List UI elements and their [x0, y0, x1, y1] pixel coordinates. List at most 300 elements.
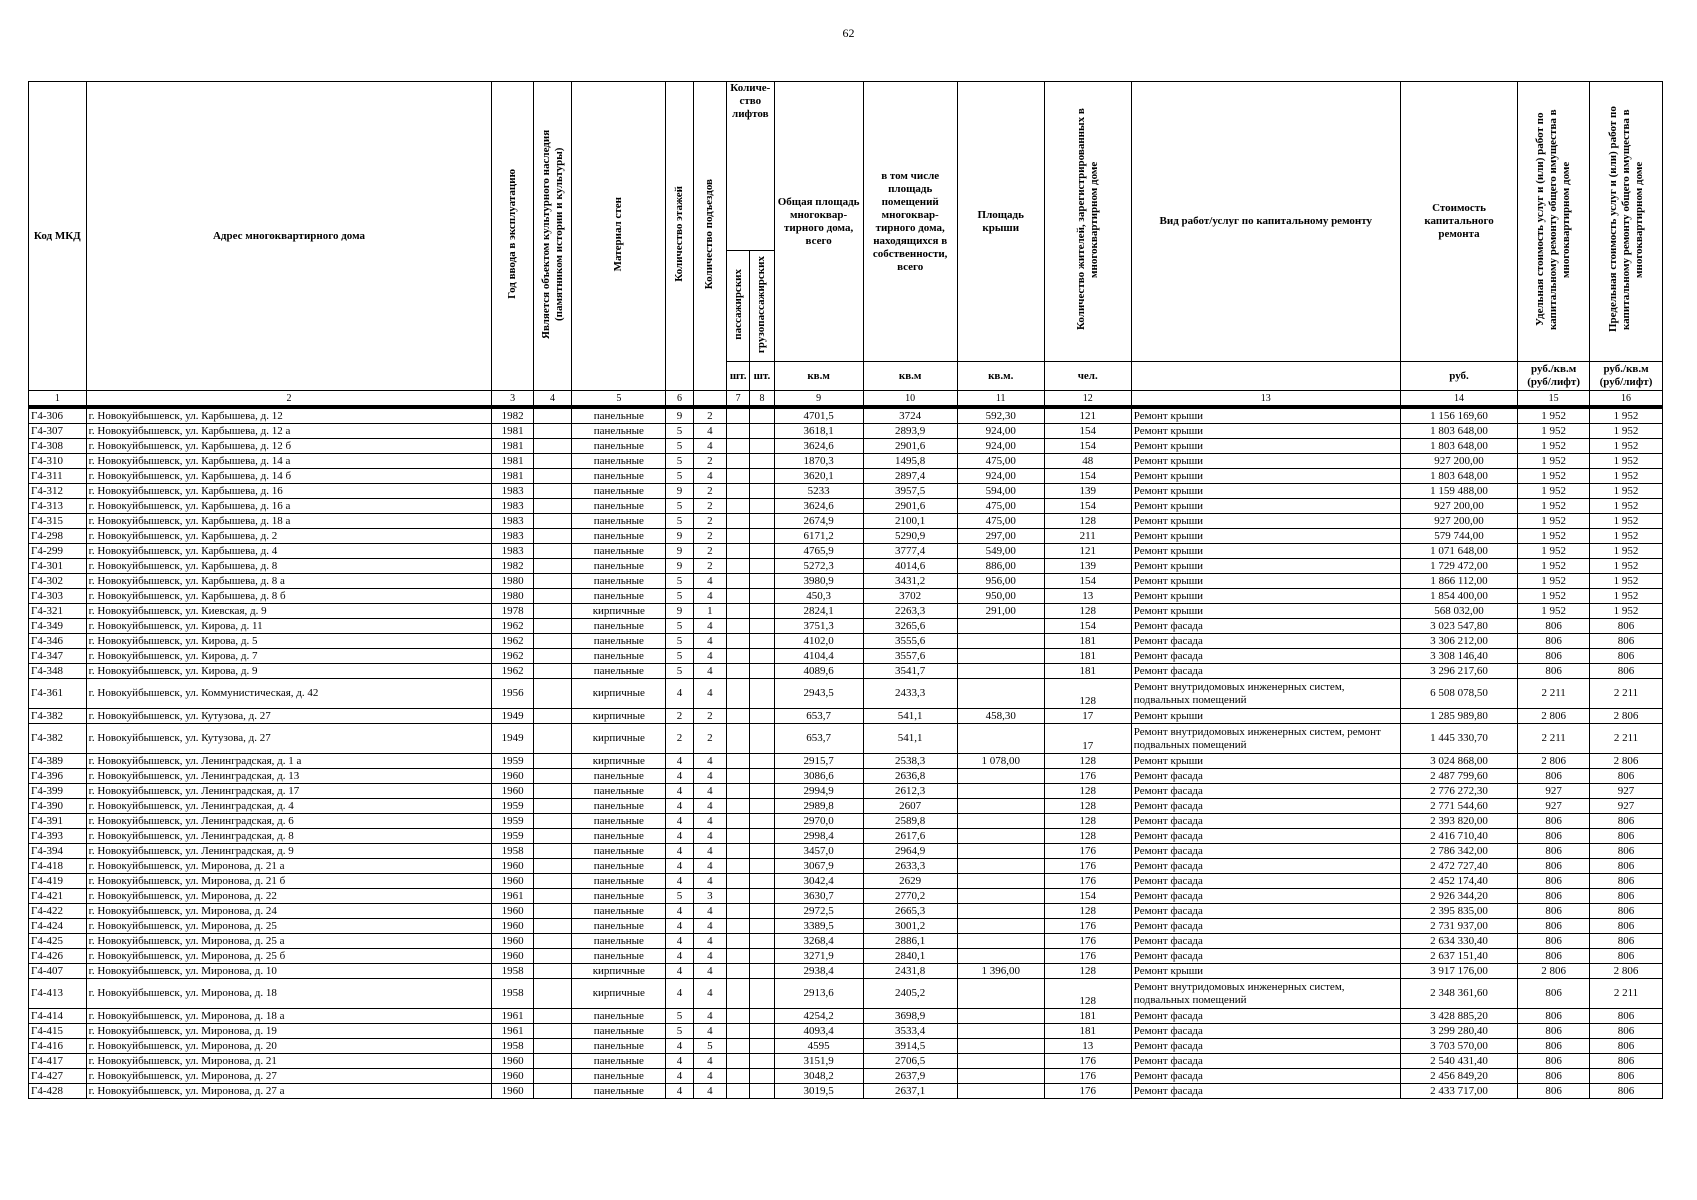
- table-row: [29, 979, 1663, 1009]
- cell-address: г. Новокуйбышевск, ул. Кутузова, д. 27: [86, 709, 492, 724]
- cell-lp: [727, 1054, 750, 1069]
- cell-heritage: [533, 769, 571, 784]
- cell-code: Г4-346: [29, 634, 87, 649]
- cell-lc: [750, 514, 774, 529]
- cell-code: Г4-382: [29, 724, 87, 754]
- cell-floors: 4: [666, 874, 693, 889]
- cell-roof: [957, 844, 1044, 859]
- cell-lp: [727, 649, 750, 664]
- cell-owned: 1495,8: [863, 454, 957, 469]
- cell-roof: [957, 799, 1044, 814]
- cell-heritage: [533, 1054, 571, 1069]
- table-row: [29, 679, 1663, 709]
- cell-area: 2972,5: [774, 904, 863, 919]
- cell-roof: [957, 1024, 1044, 1039]
- cell-lc: [750, 634, 774, 649]
- cell-year: 1956: [492, 679, 533, 709]
- cell-heritage: [533, 529, 571, 544]
- cell-year: 1961: [492, 889, 533, 904]
- cell-roof: [957, 1009, 1044, 1024]
- cell-area: 3624,6: [774, 499, 863, 514]
- cell-heritage: [533, 904, 571, 919]
- cell-unit: 927: [1518, 784, 1590, 799]
- cell-unit: 806: [1518, 769, 1590, 784]
- cell-floors: 5: [666, 589, 693, 604]
- cell-heritage: [533, 604, 571, 619]
- cell-unit: 806: [1518, 649, 1590, 664]
- cell-heritage: [533, 664, 571, 679]
- cell-code: Г4-349: [29, 619, 87, 634]
- cell-lc: [750, 709, 774, 724]
- cell-area: 3268,4: [774, 934, 863, 949]
- cell-lp: [727, 634, 750, 649]
- cell-limit: 806: [1590, 769, 1663, 784]
- cell-unit: 1 952: [1518, 574, 1590, 589]
- cell-code: Г4-301: [29, 559, 87, 574]
- cell-lc: [750, 544, 774, 559]
- table-row: [29, 1054, 1663, 1069]
- cell-work: Ремонт фасада: [1131, 634, 1400, 649]
- cell-code: Г4-303: [29, 589, 87, 604]
- cell-floors: 4: [666, 679, 693, 709]
- cell-owned: 2770,2: [863, 889, 957, 904]
- cell-floors: 4: [666, 919, 693, 934]
- cell-material: панельные: [572, 529, 666, 544]
- cell-floors: 4: [666, 769, 693, 784]
- cell-heritage: [533, 499, 571, 514]
- cell-heritage: [533, 949, 571, 964]
- cell-area: 3067,9: [774, 859, 863, 874]
- cell-unit: 1 952: [1518, 604, 1590, 619]
- cell-address: г. Новокуйбышевск, ул. Кирова, д. 9: [86, 664, 492, 679]
- cell-work: Ремонт фасада: [1131, 904, 1400, 919]
- cell-floors: 4: [666, 904, 693, 919]
- cell-heritage: [533, 1039, 571, 1054]
- cell-address: г. Новокуйбышевск, ул. Миронова, д. 27 а: [86, 1084, 492, 1099]
- cell-limit: 2 211: [1590, 979, 1663, 1009]
- cell-residents: 181: [1044, 664, 1131, 679]
- cell-entrances: 4: [693, 784, 726, 799]
- cell-cost: 1 854 400,00: [1400, 589, 1517, 604]
- cell-floors: 5: [666, 634, 693, 649]
- cell-work: Ремонт фасада: [1131, 934, 1400, 949]
- cell-work: Ремонт фасада: [1131, 1009, 1400, 1024]
- cell-unit: 806: [1518, 1024, 1590, 1039]
- cell-entrances: 4: [693, 1084, 726, 1099]
- header-year: [492, 82, 533, 391]
- cell-entrances: 2: [693, 499, 726, 514]
- table-row: [29, 784, 1663, 799]
- cell-work: Ремонт крыши: [1131, 439, 1400, 454]
- cell-area: 2938,4: [774, 964, 863, 979]
- capital-repair-table: [28, 81, 1663, 1099]
- cell-address: г. Новокуйбышевск, ул. Ленинградская, д. 6: [86, 814, 492, 829]
- cell-cost: 2 771 544,60: [1400, 799, 1517, 814]
- cell-floors: 5: [666, 499, 693, 514]
- cell-roof: 1 078,00: [957, 754, 1044, 769]
- cell-limit: 1 952: [1590, 589, 1663, 604]
- cell-cost: 3 299 280,40: [1400, 1024, 1517, 1039]
- cell-lc: [750, 469, 774, 484]
- cell-address: г. Новокуйбышевск, ул. Карбышева, д. 12: [86, 409, 492, 424]
- col-number: 9: [774, 391, 863, 407]
- cell-owned: 3001,2: [863, 919, 957, 934]
- table-row: [29, 604, 1663, 619]
- cell-roof: 475,00: [957, 499, 1044, 514]
- cell-address: г. Новокуйбышевск, ул. Киевская, д. 9: [86, 604, 492, 619]
- cell-lc: [750, 679, 774, 709]
- cell-cost: 2 433 717,00: [1400, 1084, 1517, 1099]
- cell-limit: 2 806: [1590, 964, 1663, 979]
- cell-limit: 806: [1590, 1009, 1663, 1024]
- cell-year: 1978: [492, 604, 533, 619]
- cell-unit: 1 952: [1518, 484, 1590, 499]
- cell-code: Г4-389: [29, 754, 87, 769]
- cell-area: 3389,5: [774, 919, 863, 934]
- cell-address: г. Новокуйбышевск, ул. Миронова, д. 21: [86, 1054, 492, 1069]
- cell-year: 1960: [492, 1084, 533, 1099]
- cell-lc: [750, 964, 774, 979]
- cell-code: Г4-313: [29, 499, 87, 514]
- cell-floors: 4: [666, 784, 693, 799]
- cell-lc: [750, 844, 774, 859]
- cell-floors: 4: [666, 799, 693, 814]
- cell-area: 3620,1: [774, 469, 863, 484]
- cell-entrances: 4: [693, 829, 726, 844]
- cell-area: 4089,6: [774, 664, 863, 679]
- cell-material: панельные: [572, 889, 666, 904]
- cell-lc: [750, 754, 774, 769]
- cell-residents: 13: [1044, 1039, 1131, 1054]
- cell-year: 1961: [492, 1009, 533, 1024]
- table-row: [29, 589, 1663, 604]
- cell-cost: 3 703 570,00: [1400, 1039, 1517, 1054]
- cell-material: панельные: [572, 544, 666, 559]
- cell-year: 1982: [492, 559, 533, 574]
- cell-cost: 3 428 885,20: [1400, 1009, 1517, 1024]
- cell-work: Ремонт фасада: [1131, 949, 1400, 964]
- cell-floors: 5: [666, 649, 693, 664]
- cell-limit: 806: [1590, 619, 1663, 634]
- cell-limit: 806: [1590, 649, 1663, 664]
- cell-limit: 806: [1590, 1054, 1663, 1069]
- cell-lp: [727, 574, 750, 589]
- cell-work: Ремонт фасада: [1131, 649, 1400, 664]
- cell-heritage: [533, 559, 571, 574]
- cell-owned: 2431,8: [863, 964, 957, 979]
- cell-cost: 2 348 361,60: [1400, 979, 1517, 1009]
- cell-lc: [750, 904, 774, 919]
- cell-owned: 2538,3: [863, 754, 957, 769]
- cell-material: панельные: [572, 919, 666, 934]
- cell-residents: 139: [1044, 484, 1131, 499]
- cell-entrances: 2: [693, 559, 726, 574]
- cell-lp: [727, 979, 750, 1009]
- cell-unit: 806: [1518, 814, 1590, 829]
- cell-owned: 3914,5: [863, 1039, 957, 1054]
- cell-entrances: 4: [693, 574, 726, 589]
- cell-address: г. Новокуйбышевск, ул. Миронова, д. 18: [86, 979, 492, 1009]
- cell-code: Г4-425: [29, 934, 87, 949]
- cell-residents: 128: [1044, 814, 1131, 829]
- cell-address: г. Новокуйбышевск, ул. Кутузова, д. 27: [86, 724, 492, 754]
- cell-roof: 549,00: [957, 544, 1044, 559]
- cell-heritage: [533, 619, 571, 634]
- cell-roof: 291,00: [957, 604, 1044, 619]
- table-row: [29, 1069, 1663, 1084]
- cell-address: г. Новокуйбышевск, ул. Ленинградская, д. 9: [86, 844, 492, 859]
- cell-year: 1981: [492, 469, 533, 484]
- cell-roof: 924,00: [957, 469, 1044, 484]
- cell-code: Г4-428: [29, 1084, 87, 1099]
- table-row: [29, 919, 1663, 934]
- cell-entrances: 4: [693, 754, 726, 769]
- cell-owned: 2637,1: [863, 1084, 957, 1099]
- table-row: [29, 904, 1663, 919]
- cell-work: Ремонт фасада: [1131, 1054, 1400, 1069]
- cell-code: Г4-361: [29, 679, 87, 709]
- cell-work: Ремонт крыши: [1131, 409, 1400, 424]
- col-number: 11: [957, 391, 1044, 407]
- cell-heritage: [533, 829, 571, 844]
- cell-material: панельные: [572, 844, 666, 859]
- cell-lc: [750, 649, 774, 664]
- cell-material: панельные: [572, 1024, 666, 1039]
- cell-lp: [727, 874, 750, 889]
- cell-cost: 1 285 989,80: [1400, 709, 1517, 724]
- cell-area: 3751,3: [774, 619, 863, 634]
- cell-area: 3271,9: [774, 949, 863, 964]
- cell-work: Ремонт фасада: [1131, 889, 1400, 904]
- cell-year: 1960: [492, 949, 533, 964]
- cell-code: Г4-415: [29, 1024, 87, 1039]
- header-residents: [1044, 82, 1131, 362]
- cell-cost: 2 637 151,40: [1400, 949, 1517, 964]
- cell-owned: 2633,3: [863, 859, 957, 874]
- cell-owned: 3541,7: [863, 664, 957, 679]
- cell-work: Ремонт фасада: [1131, 664, 1400, 679]
- cell-entrances: 4: [693, 799, 726, 814]
- cell-heritage: [533, 544, 571, 559]
- cell-roof: 475,00: [957, 514, 1044, 529]
- cell-year: 1962: [492, 634, 533, 649]
- table-row: [29, 619, 1663, 634]
- table-row: [29, 814, 1663, 829]
- cell-entrances: 4: [693, 979, 726, 1009]
- cell-cost: 3 308 146,40: [1400, 649, 1517, 664]
- cell-address: г. Новокуйбышевск, ул. Миронова, д. 19: [86, 1024, 492, 1039]
- column-numbers-row: [29, 391, 1663, 407]
- cell-floors: 9: [666, 529, 693, 544]
- cell-cost: 1 803 648,00: [1400, 424, 1517, 439]
- cell-lp: [727, 454, 750, 469]
- cell-floors: 4: [666, 1069, 693, 1084]
- cell-area: 450,3: [774, 589, 863, 604]
- cell-residents: 176: [1044, 919, 1131, 934]
- cell-limit: 806: [1590, 934, 1663, 949]
- cell-cost: 3 306 212,00: [1400, 634, 1517, 649]
- header-entrances: [693, 82, 726, 391]
- cell-work: Ремонт фасада: [1131, 1069, 1400, 1084]
- header-code: Код МКД: [29, 82, 87, 391]
- cell-code: Г4-414: [29, 1009, 87, 1024]
- cell-roof: [957, 1054, 1044, 1069]
- cell-code: Г4-418: [29, 859, 87, 874]
- table-body: [29, 407, 1663, 1099]
- cell-floors: 4: [666, 844, 693, 859]
- cell-lp: [727, 679, 750, 709]
- cell-owned: 2886,1: [863, 934, 957, 949]
- cell-heritage: [533, 844, 571, 859]
- cell-floors: 4: [666, 934, 693, 949]
- cell-lp: [727, 1009, 750, 1024]
- cell-unit: 1 952: [1518, 439, 1590, 454]
- header-work-type: Вид работ/услуг по капитальному ремонту: [1131, 82, 1400, 362]
- cell-owned: 3702: [863, 589, 957, 604]
- cell-lc: [750, 814, 774, 829]
- cell-owned: 2893,9: [863, 424, 957, 439]
- cell-code: Г4-321: [29, 604, 87, 619]
- cell-entrances: 4: [693, 814, 726, 829]
- cell-lp: [727, 949, 750, 964]
- unit-unit-cost: руб./кв.м (руб/лифт): [1518, 362, 1590, 391]
- cell-unit: 2 211: [1518, 679, 1590, 709]
- cell-limit: 2 806: [1590, 754, 1663, 769]
- cell-code: Г4-311: [29, 469, 87, 484]
- cell-lc: [750, 979, 774, 1009]
- cell-floors: 4: [666, 979, 693, 1009]
- cell-owned: 2964,9: [863, 844, 957, 859]
- cell-unit: 2 806: [1518, 754, 1590, 769]
- cell-cost: 927 200,00: [1400, 499, 1517, 514]
- col-number: 4: [533, 391, 571, 407]
- cell-lc: [750, 1069, 774, 1084]
- cell-cost: 927 200,00: [1400, 454, 1517, 469]
- cell-entrances: 2: [693, 409, 726, 424]
- cell-area: 2994,9: [774, 784, 863, 799]
- cell-roof: [957, 1039, 1044, 1054]
- cell-cost: 2 456 849,20: [1400, 1069, 1517, 1084]
- cell-lp: [727, 784, 750, 799]
- cell-floors: 4: [666, 814, 693, 829]
- cell-lc: [750, 874, 774, 889]
- cell-limit: 1 952: [1590, 454, 1663, 469]
- cell-material: панельные: [572, 949, 666, 964]
- cell-limit: 1 952: [1590, 604, 1663, 619]
- cell-heritage: [533, 634, 571, 649]
- cell-year: 1962: [492, 664, 533, 679]
- cell-entrances: 1: [693, 604, 726, 619]
- cell-unit: 1 952: [1518, 454, 1590, 469]
- cell-roof: [957, 1084, 1044, 1099]
- cell-roof: 950,00: [957, 589, 1044, 604]
- cell-roof: 592,30: [957, 409, 1044, 424]
- cell-area: 653,7: [774, 724, 863, 754]
- col-number: 3: [492, 391, 533, 407]
- cell-residents: 128: [1044, 754, 1131, 769]
- cell-year: 1982: [492, 409, 533, 424]
- cell-unit: 806: [1518, 844, 1590, 859]
- cell-material: панельные: [572, 619, 666, 634]
- cell-entrances: 2: [693, 544, 726, 559]
- cell-owned: 3533,4: [863, 1024, 957, 1039]
- cell-residents: 181: [1044, 1024, 1131, 1039]
- cell-code: Г4-391: [29, 814, 87, 829]
- cell-residents: 181: [1044, 1009, 1131, 1024]
- cell-work: Ремонт фасада: [1131, 919, 1400, 934]
- unit-work: [1131, 362, 1400, 391]
- cell-lc: [750, 574, 774, 589]
- cell-work: Ремонт крыши: [1131, 559, 1400, 574]
- cell-material: панельные: [572, 769, 666, 784]
- cell-floors: 5: [666, 619, 693, 634]
- cell-area: 5272,3: [774, 559, 863, 574]
- cell-roof: [957, 784, 1044, 799]
- cell-unit: 2 806: [1518, 964, 1590, 979]
- cell-roof: [957, 889, 1044, 904]
- cell-work: Ремонт крыши: [1131, 469, 1400, 484]
- cell-work: Ремонт фасада: [1131, 874, 1400, 889]
- cell-heritage: [533, 709, 571, 724]
- cell-material: панельные: [572, 664, 666, 679]
- cell-floors: 4: [666, 859, 693, 874]
- cell-residents: 176: [1044, 859, 1131, 874]
- cell-area: 2915,7: [774, 754, 863, 769]
- cell-lp: [727, 619, 750, 634]
- header-unit-cost-text: Удельная стоимость услуг и (или) работ по капитальному ремонту общего имущества в многоквартирном доме: [1534, 109, 1573, 330]
- cell-cost: 2 786 342,00: [1400, 844, 1517, 859]
- cell-address: г. Новокуйбышевск, ул. Ленинградская, д. 1 а: [86, 754, 492, 769]
- cell-code: Г4-312: [29, 484, 87, 499]
- col-number: 14: [1400, 391, 1517, 407]
- cell-floors: 5: [666, 469, 693, 484]
- cell-owned: 3777,4: [863, 544, 957, 559]
- cell-floors: 5: [666, 574, 693, 589]
- cell-year: 1958: [492, 964, 533, 979]
- cell-year: 1960: [492, 1069, 533, 1084]
- header-lifts-cargo-text: грузопассажирских: [755, 255, 768, 353]
- cell-floors: 2: [666, 709, 693, 724]
- cell-material: панельные: [572, 409, 666, 424]
- cell-roof: [957, 859, 1044, 874]
- cell-unit: 806: [1518, 874, 1590, 889]
- cell-entrances: 4: [693, 439, 726, 454]
- cell-residents: 154: [1044, 574, 1131, 589]
- cell-lp: [727, 724, 750, 754]
- cell-lp: [727, 409, 750, 424]
- cell-limit: 806: [1590, 829, 1663, 844]
- cell-heritage: [533, 1069, 571, 1084]
- cell-roof: 886,00: [957, 559, 1044, 574]
- cell-owned: 2433,3: [863, 679, 957, 709]
- cell-heritage: [533, 469, 571, 484]
- cell-work: Ремонт крыши: [1131, 499, 1400, 514]
- header-cost: Стоимость капитального ремонта: [1400, 82, 1517, 362]
- cell-lc: [750, 934, 774, 949]
- cell-lc: [750, 499, 774, 514]
- cell-code: Г4-396: [29, 769, 87, 784]
- cell-cost: 3 023 547,80: [1400, 619, 1517, 634]
- cell-area: 653,7: [774, 709, 863, 724]
- cell-limit: 1 952: [1590, 559, 1663, 574]
- cell-code: Г4-427: [29, 1069, 87, 1084]
- cell-residents: 128: [1044, 799, 1131, 814]
- cell-limit: 806: [1590, 919, 1663, 934]
- cell-address: г. Новокуйбышевск, ул. Ленинградская, д. 4: [86, 799, 492, 814]
- cell-limit: 1 952: [1590, 544, 1663, 559]
- cell-year: 1960: [492, 919, 533, 934]
- header-limit-cost-text: Предельная стоимость услуг и (или) работ по капитальному ремонту общего имущества в многоквартирном доме: [1606, 106, 1645, 333]
